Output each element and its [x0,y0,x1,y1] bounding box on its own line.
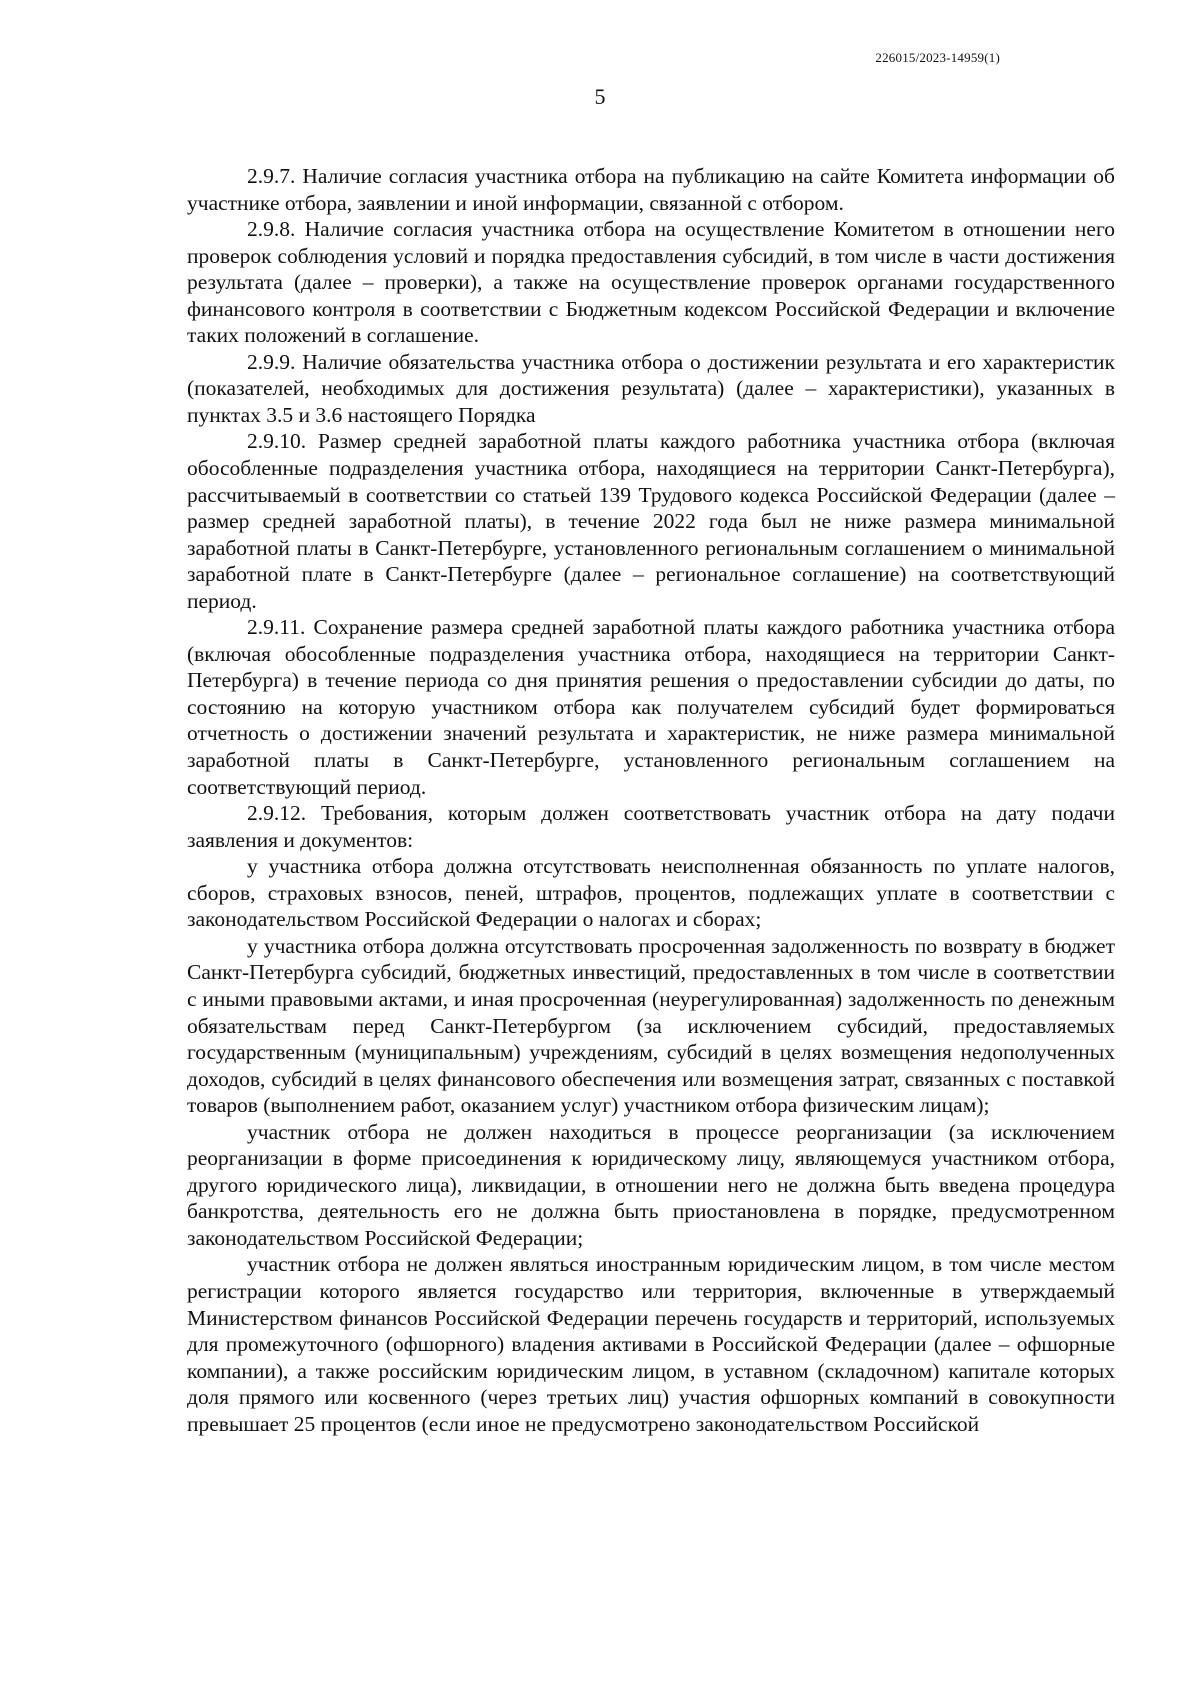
document-registration-number: 226015/2023-14959(1) [875,50,1000,65]
paragraph-2-9-9: 2.9.9. Наличие обязательства участника отбора о достижении результата и его характеристик (показателей, необходимых для достижения результата) (далее – характеристики), указанных в пунктах 3.5 и 3.6 настоящего Порядка [187,349,1115,427]
document-body [187,163,1115,1437]
paragraph-2-9-8: 2.9.8. Наличие согласия участника отбора на осуществление Комитетом в отношении него проверок соблюдения условий и порядка предоставления субсидий, в том числе в части достижения результата (далее – проверки), а также на осуществление проверок органами государственного финансового контроля в соответствии с Бюджетным кодексом Российской Федерации и включение таких положений в соглашение. [187,217,1115,348]
requirement-not-foreign-entity: участник отбора не должен являться иностранным юридическим лицом, в том числе местом регистрации которого является государство или территория, включенные в утверждаемый Министерством финансов Российской Федерации перечень государств и территорий, используемых для промежуточного (офшорного) владения активами в Российской Федерации (далее – офшорные компании), а также российским юридическим лицом, в уставном (складочном) капитале которых доля прямого или косвенного (через третьих лиц) участия офшорных компаний в совокупности превышает 25 процентов (если иное не предусмотрено законодательством Российской [187,1252,1115,1436]
requirement-no-budget-debt: у участника отбора должна отсутствовать просроченная задолженность по возврату в бюджет Санкт-Петербурга субсидий, бюджетных инвестиций, предоставленных в том числе в соответствии с иными правовыми актами, и иная просроченная (неурегулированная) задолженность по денежным обязательствам перед Санкт-Петербургом (за исключением субсидий, предоставляемых государственным (муниципальным) учреждениям, субсидий в целях возмещения недополученных доходов, субсидий в целях финансового обеспечения или возмещения затрат, связанных с поставкой товаров (выполнением работ, оказанием услуг) участником отбора физическим лицам); [187,933,1115,1118]
paragraph-2-9-7: 2.9.7. Наличие согласия участника отбора на публикацию на сайте Комитета информации об участнике отбора, заявлении и иной информации, связанной с отбором. [187,164,1115,215]
paragraph-2-9-11: 2.9.11. Сохранение размера средней заработной платы каждого работника участника отбора (включая обособленные подразделения участника отбора, находящиеся на территории Санкт-Петербурга) в течение периода со дня принятия решения о предоставлении субсидии до даты, по состоянию на которую участником отбора как получателем субсидий будет формироваться отчетность о достижении значений результата и характеристик, не ниже размера минимальной заработной платы в Санкт-Петербурге, установленного региональным соглашением на соответствующий период. [187,615,1115,799]
paragraph-2-9-12: 2.9.12. Требования, которым должен соответствовать участник отбора на дату подачи заявления и документов: [187,801,1115,852]
requirement-no-tax-debt: у участника отбора должна отсутствовать неисполненная обязанность по уплате налогов, сборов, страховых взносов, пеней, штрафов, процентов, подлежащих уплате в соответствии с законодательством Российской Федерации о налогах и сборах; [187,854,1115,932]
paragraph-2-9-10: 2.9.10. Размер средней заработной платы каждого работника участника отбора (включая обособленные подразделения участника отбора, находящиеся на территории Санкт-Петербурга), рассчитываемый в соответствии со статьей 139 Трудового кодекса Российской Федерации (далее – размер средней заработной платы), в течение 2022 года был не ниже размера минимальной заработной платы в Санкт-Петербурге, установленного региональным соглашением о минимальной заработной плате в Санкт-Петербурге (далее – региональное соглашение) на соответствующий период. [187,429,1115,613]
requirement-no-reorganization: участник отбора не должен находиться в процессе реорганизации (за исключением реорганизации в форме присоединения к юридическому лицу, являющемуся участником отбора, другого юридического лица), ликвидации, в отношении него не должна быть введена процедура банкротства, деятельность его не должна быть приостановлена в порядке, предусмотренном законодательством Российской Федерации; [187,1119,1115,1250]
page-number: 5 [594,84,606,109]
